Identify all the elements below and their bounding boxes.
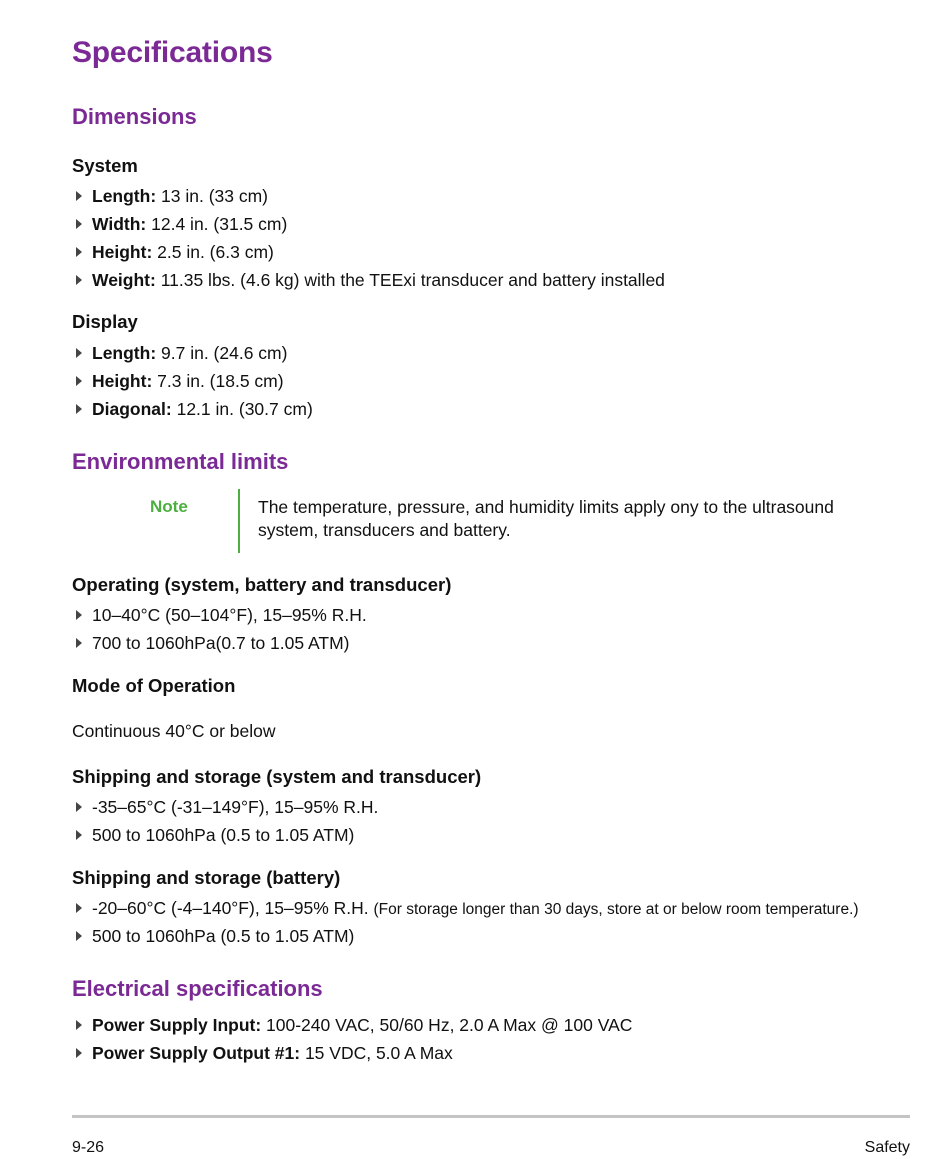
footer-divider [72,1115,910,1118]
mode-of-operation-text: Continuous 40°C or below [72,721,276,741]
shipping-system-heading: Shipping and storage (system and transducer) [72,766,482,787]
mode-of-operation-heading: Mode of Operation [72,675,236,696]
bullet-arrow-icon [76,802,82,812]
spec-label: Height: [92,371,153,391]
environmental-heading: Environmental limits [72,449,289,474]
bullet-arrow-icon [76,219,82,229]
list-item [76,821,378,849]
list-item [76,601,367,629]
display-spec-list [76,339,313,423]
bullet-arrow-icon [76,275,82,285]
spec-value: 10–40°C (50–104°F), 15–95% R.H. [92,605,367,625]
note-divider [238,489,240,553]
spec-label: Length: [92,186,157,206]
bullet-arrow-icon [76,610,82,620]
list-item [76,922,859,950]
spec-value: 15 VDC, 5.0 A Max [300,1043,453,1063]
spec-value: 7.3 in. (18.5 cm) [152,371,284,391]
operating-heading: Operating (system, battery and transducer) [72,574,452,595]
list-item [76,266,665,294]
list-item [76,367,313,395]
spec-value: 11.35 lbs. (4.6 kg) with the TEExi transducer and battery installed [155,270,665,290]
bullet-arrow-icon [76,1020,82,1030]
electrical-spec-list [76,1011,632,1067]
bullet-arrow-icon [76,247,82,257]
spec-label: Weight: [92,270,156,290]
note-callout [72,489,910,553]
bullet-arrow-icon [76,903,82,913]
spec-value: 100-240 VAC, 50/60 Hz, 2.0 A Max @ 100 VAC [261,1015,633,1035]
note-label: Note [150,497,188,516]
spec-label: Length: [92,343,157,363]
bullet-arrow-icon [76,348,82,358]
dimensions-heading: Dimensions [72,104,197,129]
list-item [76,210,665,238]
spec-value: -20–60°C (-4–140°F), 15–95% R.H. [92,898,374,918]
spec-label: Diagonal: [92,399,172,419]
page-title: Specifications [72,36,273,69]
list-item [76,1039,632,1067]
footer-page-number: 9-26 [72,1139,105,1156]
electrical-heading: Electrical specifications [72,976,323,1001]
list-item [76,339,313,367]
list-item [76,894,859,922]
bullet-arrow-icon [76,404,82,414]
bullet-arrow-icon [76,638,82,648]
list-item [76,1011,632,1039]
spec-value: 500 to 1060hPa (0.5 to 1.05 ATM) [92,926,355,946]
list-item [76,793,378,821]
operating-spec-list [76,601,367,657]
shipping-system-spec-list [76,793,378,849]
spec-footnote: (For storage longer than 30 days, store at or below room temperature.) [373,901,859,918]
spec-label: Width: [92,214,147,234]
spec-value: 12.4 in. (31.5 cm) [146,214,288,234]
spec-value: 2.5 in. (6.3 cm) [152,242,274,262]
bullet-arrow-icon [76,931,82,941]
bullet-arrow-icon [76,1048,82,1058]
spec-value: 700 to 1060hPa(0.7 to 1.05 ATM) [92,633,350,653]
note-text: The temperature, pressure, and humidity limits apply ony to the ultrasound system, transducers and battery. [258,497,834,540]
system-heading: System [72,155,138,176]
list-item [76,629,367,657]
spec-label: Height: [92,242,153,262]
spec-value: 13 in. (33 cm) [156,186,269,206]
spec-label: Power Supply Output #1: [92,1043,301,1063]
display-heading: Display [72,311,138,332]
bullet-arrow-icon [76,830,82,840]
bullet-arrow-icon [76,191,82,201]
shipping-battery-spec-list [76,894,859,950]
list-item [76,182,665,210]
spec-label: Power Supply Input: [92,1015,262,1035]
footer-section-name: Safety [864,1139,910,1156]
list-item [76,238,665,266]
list-item [76,395,313,423]
spec-value: -35–65°C (-31–149°F), 15–95% R.H. [92,797,379,817]
system-spec-list [76,182,665,294]
bullet-arrow-icon [76,376,82,386]
spec-value: 9.7 in. (24.6 cm) [156,343,288,363]
spec-value: 500 to 1060hPa (0.5 to 1.05 ATM) [92,825,355,845]
shipping-battery-heading: Shipping and storage (battery) [72,867,341,888]
spec-value: 12.1 in. (30.7 cm) [171,399,313,419]
